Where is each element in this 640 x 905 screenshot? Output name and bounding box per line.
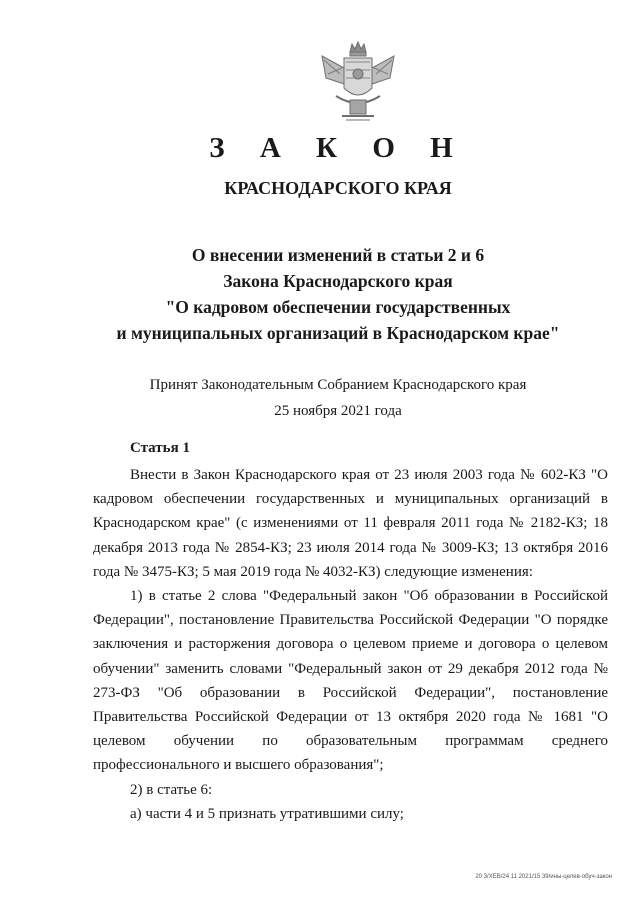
document-footer-code: 20 3/ХЕВ/24 11 2021/15 39/ины-целев-обуч-закон — [475, 874, 612, 880]
adoption-date: 25 ноября 2021 года — [274, 403, 402, 419]
law-name-line: Закона Краснодарского края — [223, 271, 453, 291]
adoption-body: Принят Законодательным Собранием Краснодарского края — [149, 377, 527, 393]
article-title: Статья 1 — [130, 440, 190, 456]
law-name-line: О внесении изменений в статьи 2 и 6 — [191, 245, 485, 265]
document-subtitle: КРАСНОДАРСКОГО КРАЯ — [224, 178, 452, 198]
law-name — [0, 242, 640, 346]
coat-of-arms-icon — [316, 38, 400, 126]
law-name-line: и муниципальных организаций в Краснодарском крае" — [116, 323, 560, 343]
law-name-line: "О кадровом обеспечении государственных — [165, 297, 511, 317]
paragraph: Внести в Закон Краснодарского края от 23 июля 2003 года № 602-КЗ "О кадровом обеспечении государственных и муниципальных организаций в Краснодарском крае" (с изменениями от 11 февраля 2011 года № 2182-КЗ; 18 декабря 2013 года № 2854-КЗ; 23 июля 2014 года № 3009-КЗ; 13 октября 2016 года № 3475-КЗ; 5 мая 2019 года № 4032-КЗ) следующие изменения: — [93, 467, 608, 580]
paragraph: а) части 4 и 5 признать утратившими силу; — [130, 805, 404, 822]
paragraph: 2) в статье 6: — [130, 781, 213, 798]
adoption-note — [0, 372, 640, 424]
article-body — [93, 463, 608, 826]
paragraph: 1) в статье 2 слова "Федеральный закон "Об образовании в Российской Федерации", постановление Правительства Российской Федерации "О порядке заключения и расторжения договора о целевом приеме и договора о целевом обучении" заменить словами "Федеральный закон от 29 декабря 2012 года № 273-ФЗ "Об образовании в Российской Федерации", постановление Правительства Российской Федерации от 13 октября 2020 года № 1681 "О целевом обучении по образовательным программам среднего профессионального и высшего образования"; — [93, 588, 608, 774]
document-title: З А К О Н — [209, 132, 467, 164]
